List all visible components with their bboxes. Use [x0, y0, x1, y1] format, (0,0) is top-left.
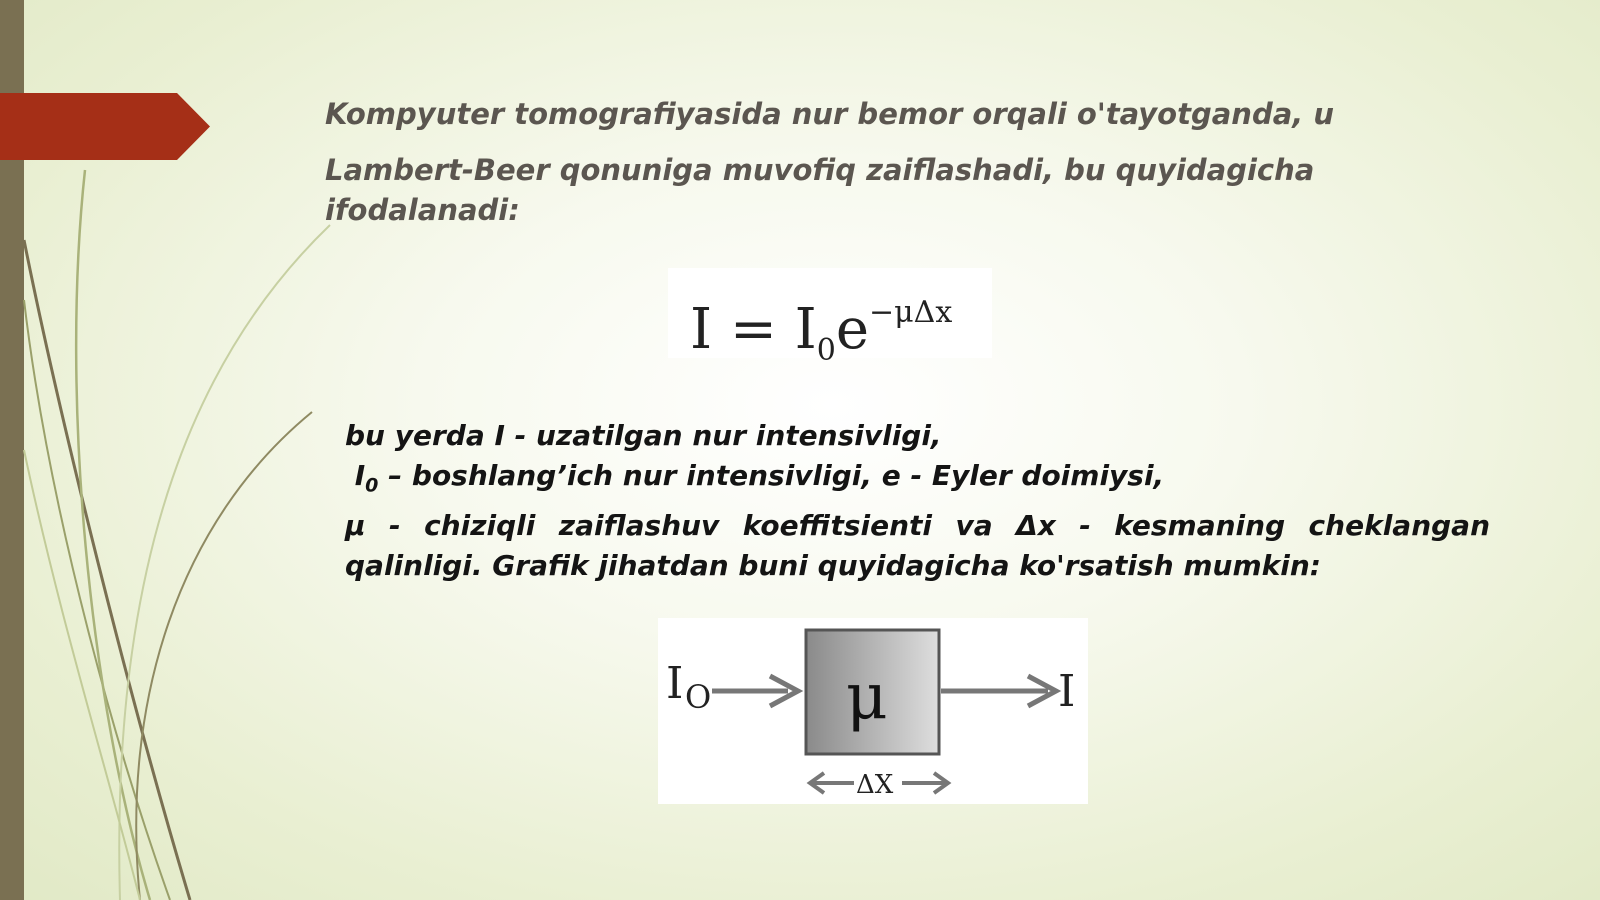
explanation-line-4: qalinligi. Grafik jihatdan buni quyidagicha ko'rsatish mumkin:: [345, 548, 1322, 582]
diagram-box-label: μ: [846, 660, 888, 734]
diagram-width-label: ΔX: [856, 770, 894, 800]
explanation-symbol-i0-sub: 0: [365, 474, 379, 497]
explanation-line-3: μ - chiziqli zaiflashuv koeffitsienti va Δx - kesmaning cheklangan: [345, 508, 1490, 542]
diagram-output-label: I: [1058, 666, 1076, 717]
explanation-line-2-text: – boshlang’ich nur intensivligi, e - Eyler doimiysi,: [378, 459, 1165, 492]
explanation-symbol-i0: I: [354, 459, 366, 492]
explanation-line-2: [345, 456, 1490, 506]
diagram-output-arrow: [941, 676, 1056, 706]
diagram-input-arrow: [712, 676, 798, 706]
formula-image: [668, 268, 992, 368]
title-tab-arrow: [0, 93, 210, 160]
formula-equals: =: [729, 297, 777, 362]
formula-lhs: I: [690, 297, 713, 362]
attenuation-diagram: [658, 618, 1088, 804]
formula-base-sub: 0: [816, 333, 836, 368]
attenuation-diagram-svg: [658, 618, 1088, 804]
formula-e: e: [835, 297, 870, 362]
formula-exponent: −μΔx: [869, 295, 953, 330]
lambert-beer-formula: [690, 282, 952, 382]
explanation-line-1: bu yerda I - uzatilgan nur intensivligi,: [345, 419, 942, 452]
formula-base: I: [794, 297, 817, 362]
diagram-input-label: I: [666, 658, 684, 709]
explanation-text: [345, 416, 1490, 586]
diagram-input-sub: O: [685, 678, 712, 716]
heading-line-2: Lambert-Beer qonuniga muvofiq zaiflashadi, bu quyidagicha ifodalanadi:: [325, 153, 1315, 227]
heading-line-1: Kompyuter tomografiyasida nur bemor orqali o'tayotganda, u: [325, 97, 1335, 131]
